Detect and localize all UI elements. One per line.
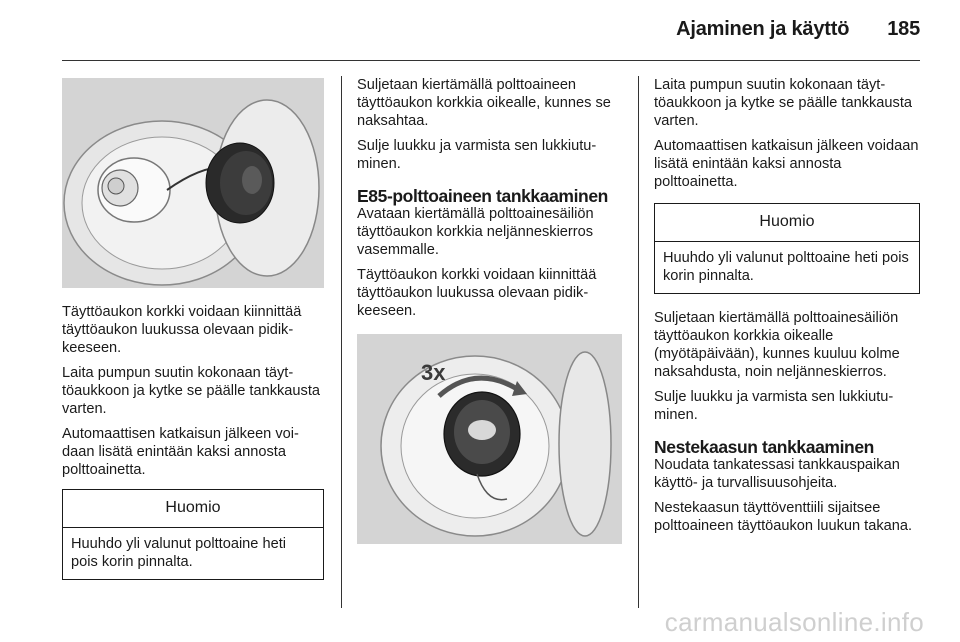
paragraph: Automaattisen katkaisun jälkeen voidaan lisätä enintään kaksi annosta polttoainetta.: [654, 138, 919, 190]
paragraph: Sulje luukku ja varmista sen lukkiutuminen.: [654, 389, 894, 423]
column-3: [654, 76, 920, 542]
fuel-cap-rotate-icon: [357, 334, 622, 544]
column-divider-1: [341, 76, 342, 608]
paragraph: Laita pumpun suutin kokonaan täyttöaukkoon ja kytke se päälle tankkausta varten.: [654, 77, 912, 129]
paragraph: Avataan kiertämällä polttoainesäiliön täyttöaukon korkkia neljänneskierros vasemmalle.: [357, 206, 594, 258]
column-divider-2: [638, 76, 639, 608]
page-number: 185: [887, 18, 920, 40]
section-heading: E85-polttoaineen tankkaaminen: [357, 186, 608, 206]
column-1: [62, 78, 324, 580]
paragraph: Täyttöaukon korkki voidaan kiinnittää täyttöaukon luukussa olevaan pidikkeeseen.: [357, 267, 597, 319]
paragraph: Suljetaan kiertämällä polttoaineen täyttöaukon korkkia oikealle, kunnes se naksahtaa.: [357, 77, 611, 129]
note-title: Huomio: [63, 490, 323, 528]
paragraph: Täyttöaukon korkki voidaan kiinnittää täyttöaukon luukussa olevaan pidikkeeseen.: [62, 304, 302, 356]
paragraph: Automaattisen katkaisun jälkeen voidaan lisätä enintään kaksi annosta polttoainetta.: [62, 426, 299, 478]
section-heading: Nestekaasun tankkaaminen: [654, 437, 874, 457]
paragraph: Sulje luukku ja varmista sen lukkiutuminen.: [357, 138, 597, 172]
header-rule: [62, 60, 920, 61]
rotation-count-label: 3x: [421, 360, 446, 385]
paragraph: Nestekaasun täyttöventtiili sijaitsee polttoaineen täyttöaukon luukun takana.: [654, 500, 913, 534]
section-title: Ajaminen ja käyttö: [676, 18, 850, 40]
column-2: [357, 76, 622, 544]
note-body: Huuhdo yli valunut polttoaine heti pois korin pinnalta.: [663, 250, 909, 284]
e85-cap-illustration: [357, 334, 622, 544]
note-body: Huuhdo yli valunut polttoaine heti pois korin pinnalta.: [71, 536, 287, 570]
fuel-filler-open-icon: [62, 78, 324, 288]
note-title: Huomio: [655, 204, 919, 242]
paragraph: Suljetaan kiertämällä polttoainesäiliön täyttöaukon korkkia oikealle (myötäpäivään), kunnes kuuluu kolme naksahdusta, noin neljänneskierros.: [654, 310, 900, 380]
note-box: [62, 489, 324, 580]
page-header: [676, 18, 920, 41]
fuel-cap-illustration: [62, 78, 324, 288]
paragraph: Noudata tankatessasi tankkauspaikan käyttö- ja turvallisuusohjeita.: [654, 457, 900, 491]
note-box: [654, 203, 920, 294]
watermark: carmanualsonline.info: [664, 607, 924, 637]
paragraph: Laita pumpun suutin kokonaan täyttöaukkoon ja kytke se päälle tankkausta varten.: [62, 365, 320, 417]
